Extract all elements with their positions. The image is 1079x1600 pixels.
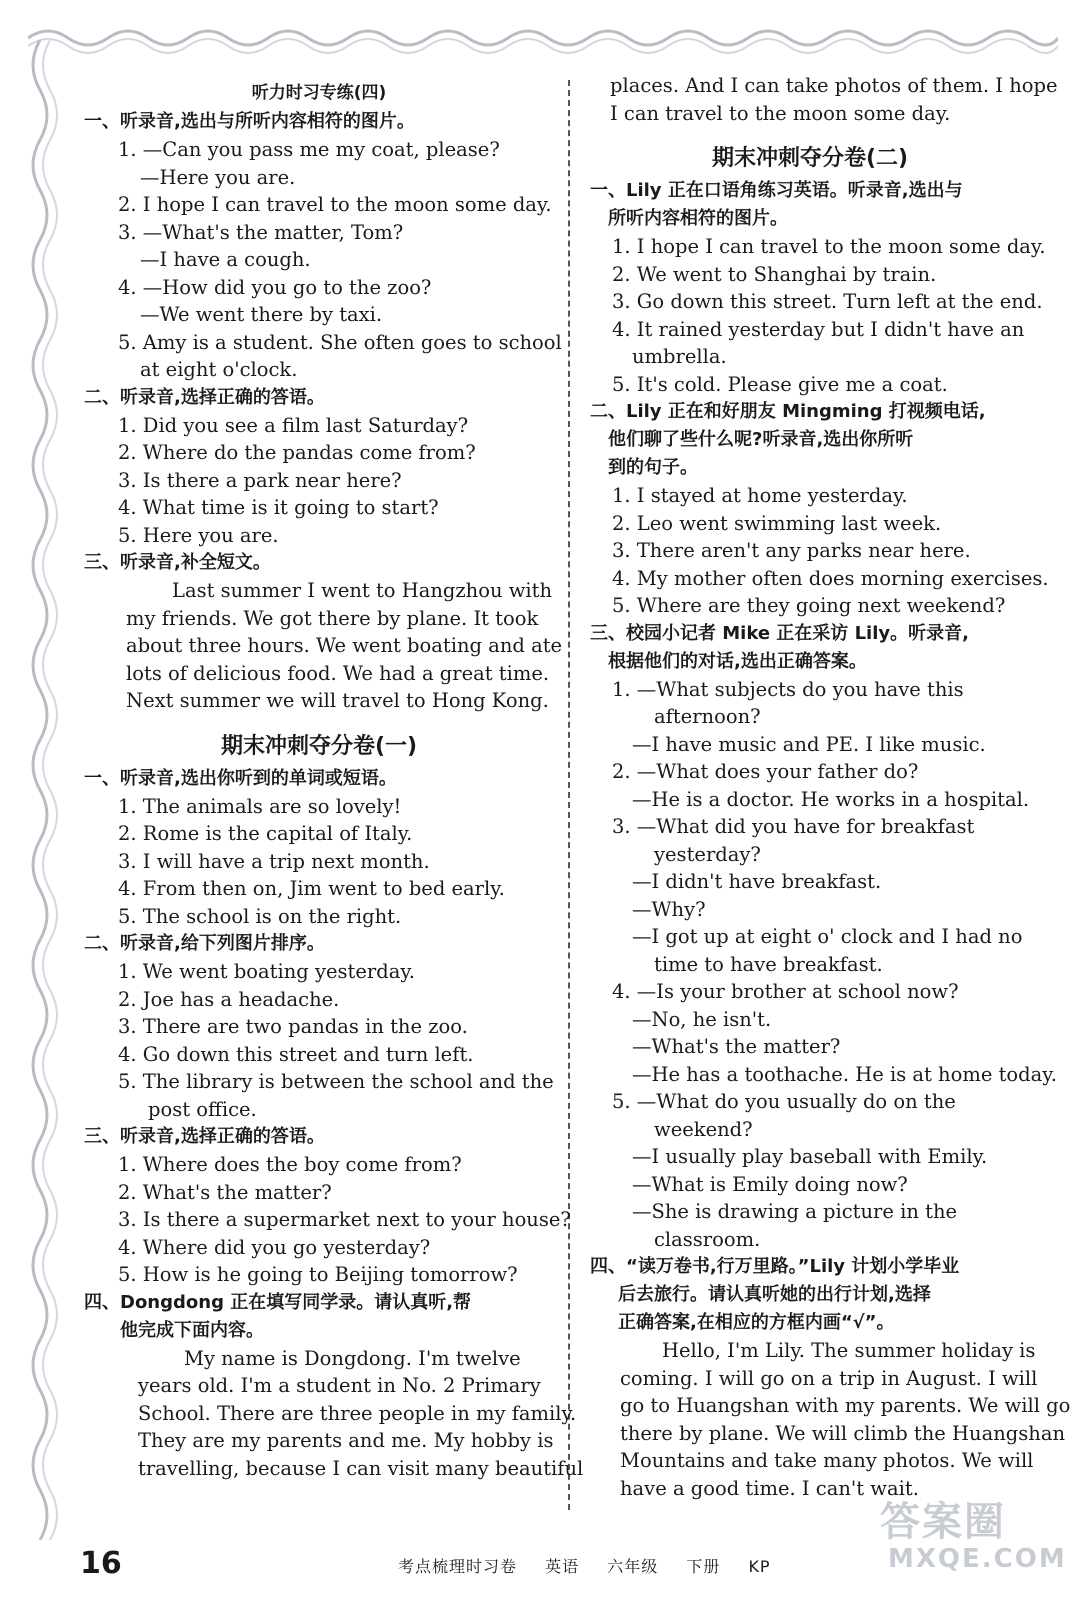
right-s4-heading-cont: 后去旅行。请认真听她的出行计划,选择 [618, 1284, 931, 1305]
watermark-url: MXQE.COM [888, 1544, 1067, 1574]
right-column [590, 72, 1071, 1502]
page-number: 16 [80, 1546, 122, 1581]
para-line: My name is Dongdong. I'm twelve [184, 1346, 521, 1370]
para-line: my friends. We got there by plane. It took [126, 606, 539, 630]
line: 4. From then on, Jim went to bed early. [118, 877, 505, 900]
line: 3. Is there a park near here? [118, 468, 402, 492]
left-t2s2-heading: 二、听录音,给下列图片排序。 [84, 933, 325, 954]
left-t2s1-heading: 一、听录音,选出你听到的单词或短语。 [84, 767, 397, 789]
para-line: years old. I'm a student in No. 2 Primary [138, 1374, 541, 1397]
line: 4. What time is it going to start? [118, 496, 439, 519]
line: 3. There are two pandas in the zoo. [118, 1015, 468, 1038]
para-line: there by plane. We will climb the Huangshan [620, 1421, 1066, 1445]
line: afternoon? [654, 705, 761, 728]
para-line: They are my parents and me. My hobby is [138, 1429, 554, 1452]
line: 5. It's cold. Please give me a coat. [612, 372, 948, 396]
left-t2s3-heading: 三、听录音,选择正确的答语。 [84, 1126, 325, 1147]
column-divider [568, 80, 570, 1510]
line: —What is Emily doing now? [632, 1172, 908, 1196]
line: 5. The school is on the right. [118, 904, 402, 928]
line: 5. How is he going to Beijing tomorrow? [118, 1263, 518, 1286]
right-s1-heading: 一、Lily 正在口语角练习英语。听录音,选出与 [590, 180, 963, 201]
line: 2. Leo went swimming last week. [612, 511, 942, 535]
left-s3-heading: 三、听录音,补全短文。 [84, 552, 271, 573]
line: yesterday? [654, 842, 761, 866]
watermark [880, 1490, 1070, 1595]
line: 1. We went boating yesterday. [118, 960, 415, 983]
line: 4. Go down this street and turn left. [118, 1042, 474, 1066]
para-line: Next summer we will travel to Hong Kong. [126, 689, 549, 712]
line: 1. I stayed at home yesterday. [612, 484, 908, 507]
para-line: Mountains and take many photos. We will [620, 1449, 1034, 1472]
line: 4. —How did you go to the zoo? [118, 275, 432, 299]
right-s3-heading: 三、校园小记者 Mike 正在采访 Lily。听录音, [590, 622, 969, 644]
left-t2s4-heading: 四、Dongdong 正在填写同学录。请认真听,帮 [84, 1291, 472, 1313]
line: 2. Where do the pandas come from? [118, 441, 476, 464]
line: weekend? [654, 1117, 753, 1141]
para-line: coming. I will go on a trip in August. I will [620, 1366, 1038, 1390]
para-line: Hello, I'm Lily. The summer holiday is [662, 1339, 1036, 1362]
line: 1. I hope I can travel to the moon some day. [612, 235, 1046, 258]
left-s1-heading: 一、听录音,选出与所听内容相符的图片。 [84, 111, 415, 132]
right-s2-heading: 二、Lily 正在和好朋友 Mingming 打视频电话, [590, 401, 986, 422]
line: 3. I will have a trip next month. [118, 849, 430, 873]
left-s2-heading: 二、听录音,选择正确的答语。 [84, 386, 325, 408]
footer-edition: KP [748, 1557, 771, 1576]
footer-book-title: 考点梳理时习卷 [398, 1557, 518, 1576]
line: classroom. [654, 1227, 761, 1251]
line: 4. Where did you go yesterday? [118, 1235, 431, 1259]
left-t2s4-heading-cont: 他完成下面内容。 [120, 1319, 264, 1341]
footer-term: 下册 [686, 1557, 721, 1576]
line: at eight o'clock. [140, 358, 298, 381]
line: 5. Here you are. [118, 523, 279, 547]
line: 5. Amy is a student. She often goes to school [118, 330, 562, 354]
line: time to have breakfast. [654, 952, 883, 976]
right-s2-heading-cont: 到的句子。 [608, 457, 698, 478]
line: 1. —What subjects do you have this [612, 677, 964, 701]
line: —I have music and PE. I like music. [632, 732, 986, 756]
right-s3-heading-cont: 根据他们的对话,选出正确答案。 [608, 650, 867, 672]
right-s1-heading-cont: 所听内容相符的图片。 [608, 208, 788, 229]
line: umbrella. [632, 345, 727, 368]
line: 3. —What's the matter, Tom? [118, 220, 404, 244]
para-line: places. And I can take photos of them. I hope [610, 74, 1058, 97]
line: 2. I hope I can travel to the moon some day. [118, 193, 552, 216]
line: —I didn't have breakfast. [632, 870, 882, 893]
line: —Here you are. [140, 165, 296, 189]
line: —I usually play baseball with Emily. [632, 1145, 988, 1168]
line: —He is a doctor. He works in a hospital. [632, 787, 1030, 811]
line: 4. It rained yesterday but I didn't have an [612, 317, 1025, 341]
line: 1. Where does the boy come from? [118, 1153, 462, 1176]
para-line: about three hours. We went boating and ate [126, 634, 563, 657]
line: —She is drawing a picture in the [632, 1200, 958, 1223]
footer-book-info [398, 1554, 793, 1577]
para-line: Last summer I went to Hangzhou with [172, 579, 553, 602]
decorative-top-border [28, 20, 1058, 54]
line: —We went there by taxi. [140, 303, 383, 326]
para-line: travelling, because I can visit many beautiful [138, 1456, 584, 1480]
line: 2. Joe has a headache. [118, 987, 340, 1011]
decorative-left-border [22, 40, 62, 1540]
line: —I have a cough. [140, 248, 311, 271]
line: 3. Is there a supermarket next to your house? [118, 1208, 571, 1231]
watermark-text: 答案圈 [880, 1499, 1006, 1545]
section-title-final-2: 期末冲刺夺分卷(二) [711, 146, 909, 171]
section-title-practice-4: 听力时习专练(四) [251, 83, 387, 103]
line: 4. My mother often does morning exercises. [612, 566, 1049, 590]
left-column [84, 78, 584, 1482]
line: post office. [148, 1097, 257, 1121]
section-title-final-1: 期末冲刺夺分卷(一) [220, 733, 418, 759]
line: 1. Did you see a film last Saturday? [118, 413, 469, 437]
line: 3. Go down this street. Turn left at the end. [612, 290, 1043, 313]
para-line: lots of delicious food. We had a great time. [126, 661, 550, 685]
line: 2. Rome is the capital of Italy. [118, 822, 413, 845]
footer-grade: 六年级 [607, 1557, 659, 1576]
line: 2. We went to Shanghai by train. [612, 262, 937, 286]
line: 5. Where are they going next weekend? [612, 594, 1006, 617]
line: —No, he isn't. [632, 1007, 772, 1031]
footer-subject: 英语 [545, 1557, 580, 1576]
para-line: have a good time. I can't wait. [620, 1476, 919, 1500]
line: 1. The animals are so lovely! [118, 794, 402, 818]
line: 2. What's the matter? [118, 1180, 332, 1204]
line: 3. There aren't any parks near here. [612, 539, 971, 562]
line: —He has a toothache. He is at home today. [632, 1062, 1057, 1086]
right-s2-heading-cont: 他们聊了些什么呢?听录音,选出你所听 [608, 429, 914, 450]
line: 5. The library is between the school and the [118, 1070, 554, 1093]
line: —What's the matter? [632, 1035, 841, 1058]
para-line: School. There are three people in my family. [138, 1401, 577, 1425]
right-s4-heading-cont: 正确答案,在相应的方框内画“√”。 [618, 1312, 895, 1333]
para-line: go to Huangshan with my parents. We will go [620, 1394, 1071, 1417]
right-s4-heading: 四、“读万卷书,行万里路。”Lily 计划小学毕业 [590, 1256, 960, 1277]
line: 4. —Is your brother at school now? [612, 980, 959, 1003]
line: 5. —What do you usually do on the [612, 1090, 956, 1113]
line: 3. —What did you have for breakfast [612, 815, 975, 838]
line: 1. —Can you pass me my coat, please? [118, 138, 500, 161]
line: 2. —What does your father do? [612, 760, 919, 783]
para-line: I can travel to the moon some day. [610, 101, 951, 125]
line: —I got up at eight o' clock and I had no [632, 925, 1023, 948]
line: —Why? [632, 897, 706, 921]
